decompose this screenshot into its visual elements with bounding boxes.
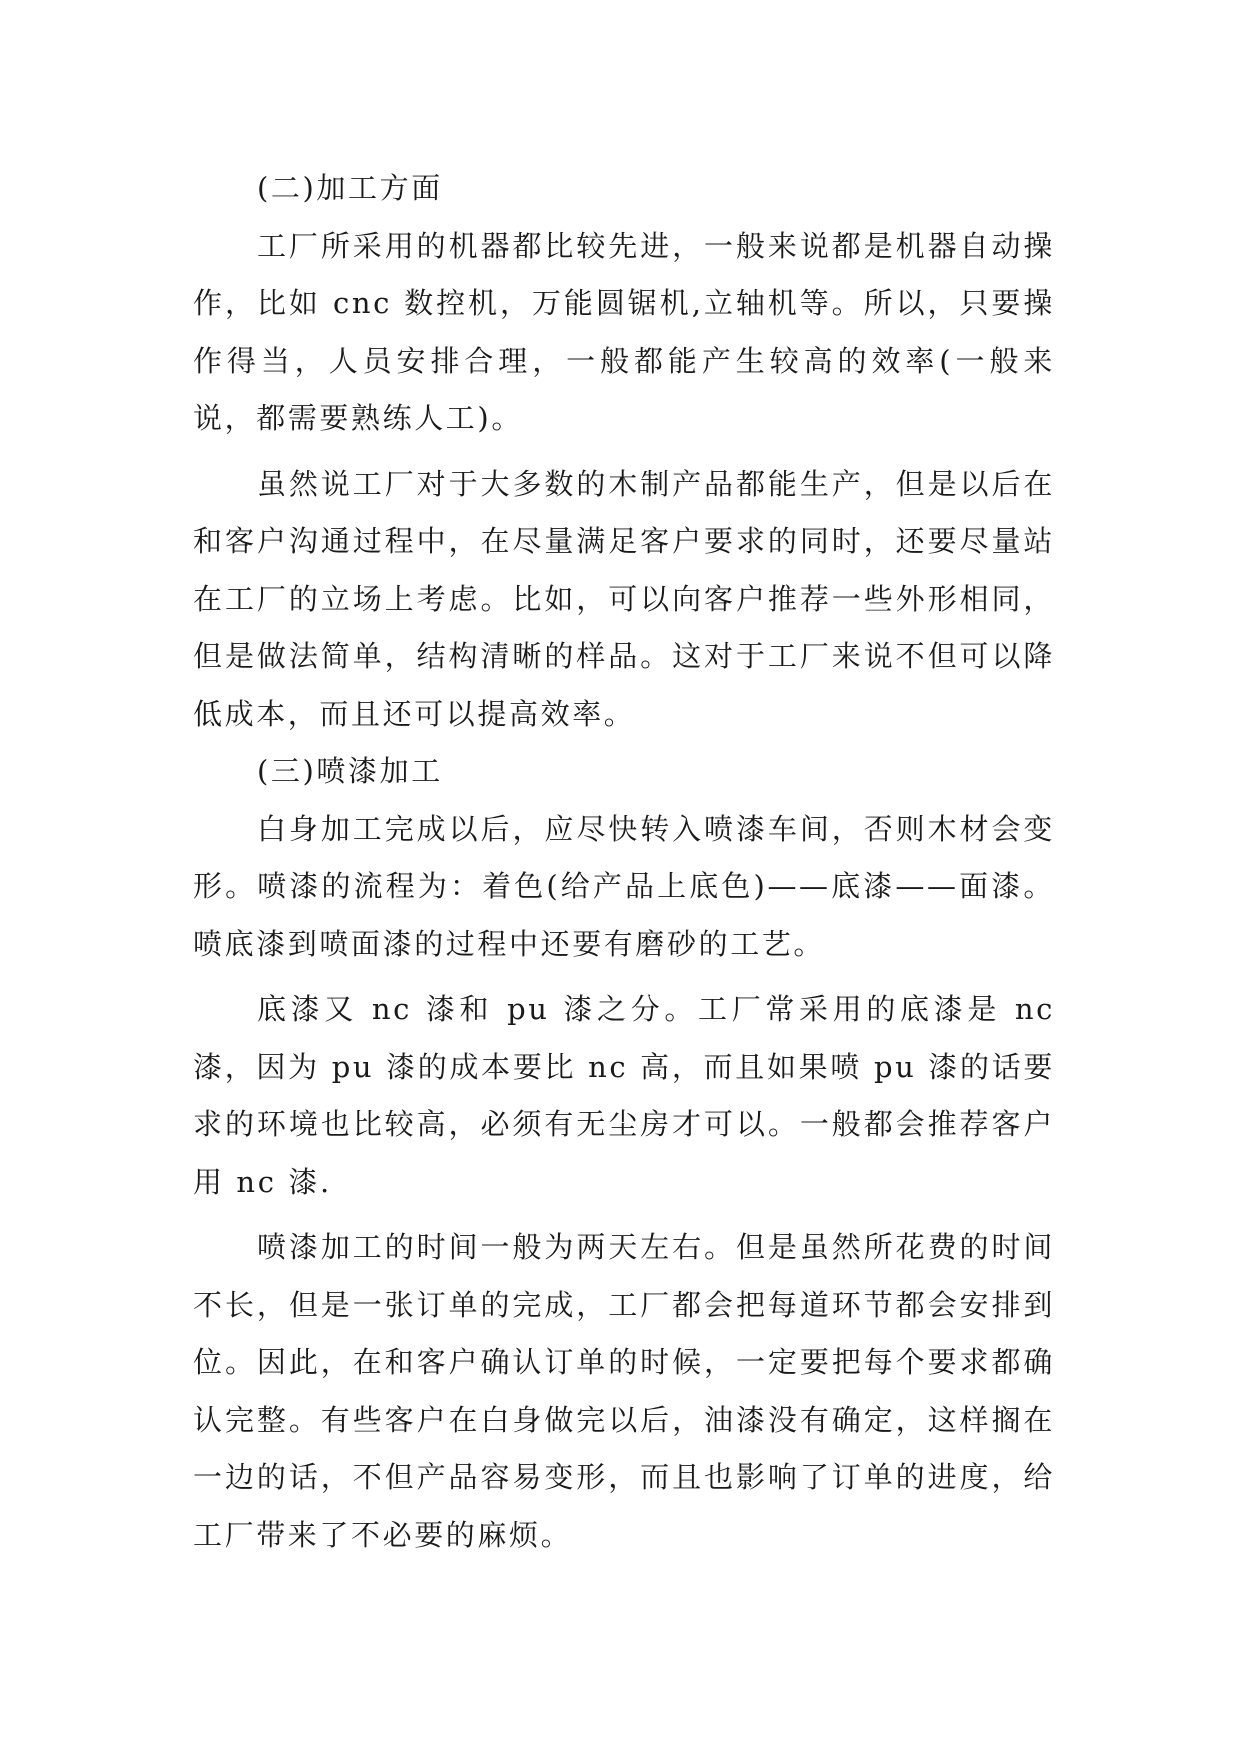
paragraph-primer-types: 底漆又 nc 漆和 pu 漆之分。工厂常采用的底漆是 nc 漆，因为 pu 漆的成本要比 nc 高，而且如果喷 pu 漆的话要求的环境也比较高，必须有无尘房才可以。一般都会推荐客户用 nc 漆. (193, 992, 1055, 1199)
paragraph-machines: 工厂所采用的机器都比较先进，一般来说都是机器自动操作，比如 cnc 数控机，万能圆锯机,立轴机等。所以，只要操作得当，人员安排合理，一般都能产生较高的效率(一般来说，都需要熟练人工)。 (193, 228, 1055, 435)
section-heading-processing: (二)加工方面 (257, 171, 443, 205)
section-heading-painting: (三)喷漆加工 (257, 754, 443, 788)
document-page (193, 160, 1055, 1564)
paragraph-paint-time: 喷漆加工的时间一般为两天左右。但是虽然所花费的时间不长，但是一张订单的完成，工厂都会把每道环节都会安排到位。因此，在和客户确认订单的时候，一定要把每个要求都确认完整。有些客户在白身做完以后，油漆没有确定，这样搁在一边的话，不但产品容易变形，而且也影响了订单的进度，给工厂带来了不必要的麻烦。 (193, 1230, 1055, 1552)
paragraph-paint-process: 白身加工完成以后，应尽快转入喷漆车间，否则木材会变形。喷漆的流程为：着色(给产品上底色)——底漆——面漆。喷底漆到喷面漆的过程中还要有磨砂的工艺。 (193, 811, 1055, 961)
paragraph-production: 虽然说工厂对于大多数的木制产品都能生产，但是以后在和客户沟通过程中，在尽量满足客户要求的同时，还要尽量站在工厂的立场上考虑。比如，可以向客户推荐一些外形相同，但是做法简单，结构清晰的样品。这对于工厂来说不但可以降低成本，而且还可以提高效率。 (193, 466, 1055, 731)
